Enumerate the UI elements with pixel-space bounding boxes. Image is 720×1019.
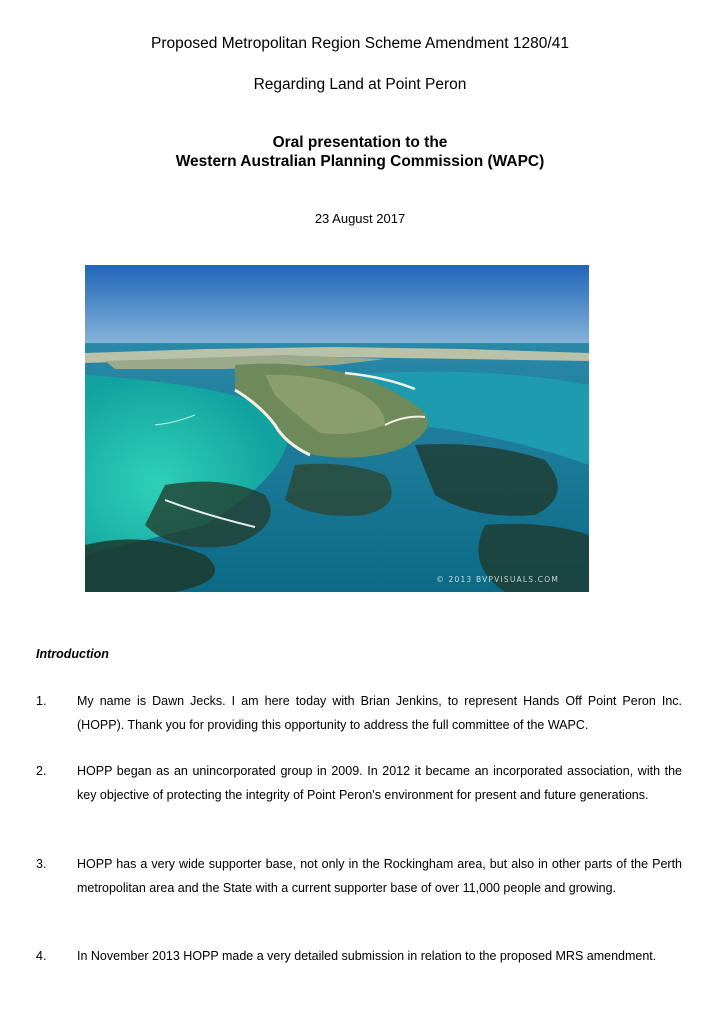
section-heading: Introduction [36,647,109,661]
document-title: Proposed Metropolitan Region Scheme Amendment 1280/41 [151,35,569,52]
paragraph-1 [36,689,682,737]
paragraph-2 [36,759,682,807]
paragraph-text: In November 2013 HOPP made a very detailed submission in relation to the proposed MRS amendment. [77,949,657,963]
paragraph-3 [36,852,682,900]
paragraph-4 [36,944,682,968]
paragraph-number: 3. [36,857,47,871]
presentation-subtitle: Oral presentation to the [272,134,448,151]
paragraph-number: 1. [36,694,47,708]
document-subject: Regarding Land at Point Peron [253,76,467,93]
paragraph-text: My name is Dawn Jecks. I am here today with Brian Jenkins, to represent Hands Off Point Peron Inc. (HOPP). Thank you for providing this opportunity to address the full committee of the WAPC. [77,694,682,732]
presentation-audience: Western Australian Planning Commission (WAPC) [175,153,545,170]
paragraph-text: HOPP began as an unincorporated group in 2009. In 2012 it became an incorporated association, with the key objective of protecting the integrity of Point Peron's environment for present and future generations. [77,764,682,802]
presentation-date: 23 August 2017 [314,211,406,226]
aerial-photo-point-peron [85,265,589,592]
paragraph-number: 4. [36,949,47,963]
paragraph-number: 2. [36,764,47,778]
photo-credit: © 2013 BVPVISUALS.COM [436,575,559,584]
paragraph-text: HOPP has a very wide supporter base, not only in the Rockingham area, but also in other parts of the Perth metropolitan area and the State with a current supporter base of over 11,000 people and growing. [77,857,682,895]
